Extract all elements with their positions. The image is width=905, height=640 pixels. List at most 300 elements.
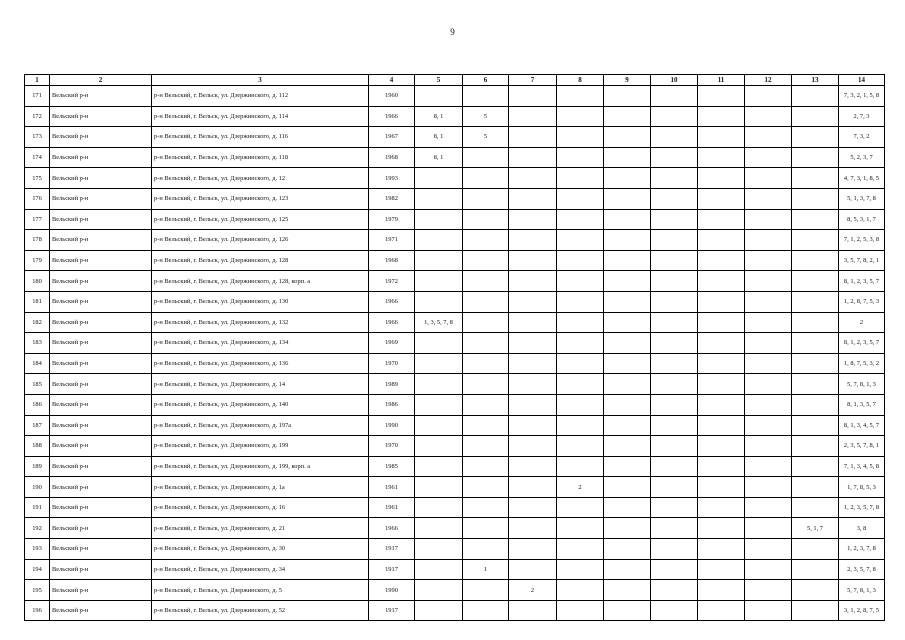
table-cell: 173	[25, 127, 50, 148]
table-cell	[698, 353, 745, 374]
table-cell	[557, 436, 604, 457]
table-cell	[745, 230, 792, 251]
table-cell	[792, 559, 839, 580]
table-cell	[792, 600, 839, 621]
table-cell	[415, 86, 463, 107]
table-cell: 2, 3, 5, 7, 8, 1	[839, 436, 885, 457]
table-cell: Вельский р-н	[50, 353, 152, 374]
table-cell: р-н Вельский, г. Вельск, ул. Дзержинского, д. 118	[152, 147, 369, 168]
table-cell	[509, 456, 557, 477]
table-cell	[509, 168, 557, 189]
table-cell	[745, 559, 792, 580]
table-cell	[745, 333, 792, 354]
table-cell: р-н Вельский, г. Вельск, ул. Дзержинского, д. 5	[152, 580, 369, 601]
table-cell	[651, 353, 698, 374]
table-cell	[792, 168, 839, 189]
header-row	[25, 75, 885, 86]
column-header: 12	[745, 75, 792, 86]
table-cell	[698, 456, 745, 477]
table-cell	[651, 497, 698, 518]
table-cell: р-н Вельский, г. Вельск, ул. Дзержинского, д. 199, корп. а	[152, 456, 369, 477]
table-cell: 192	[25, 518, 50, 539]
table-cell: 5, 7, 8, 1, 3	[839, 580, 885, 601]
column-header: 9	[604, 75, 651, 86]
table-cell	[415, 580, 463, 601]
table-row	[25, 106, 885, 127]
table-cell	[557, 250, 604, 271]
table-cell	[651, 539, 698, 560]
column-header: 1	[25, 75, 50, 86]
table-cell	[745, 106, 792, 127]
table-row	[25, 312, 885, 333]
table-cell	[509, 312, 557, 333]
table-cell: 1917	[369, 559, 415, 580]
table-row	[25, 127, 885, 148]
table-cell: Вельский р-н	[50, 291, 152, 312]
table-cell: 8, 5, 3, 1, 7	[839, 209, 885, 230]
table-cell	[604, 230, 651, 251]
table-cell	[557, 559, 604, 580]
table-cell	[698, 291, 745, 312]
table-row	[25, 250, 885, 271]
table-cell: 190	[25, 477, 50, 498]
table-cell: р-н Вельский, г. Вельск, ул. Дзержинского, д. 1а	[152, 477, 369, 498]
table-cell	[698, 497, 745, 518]
table-cell: 1986	[369, 394, 415, 415]
table-cell: 5, 7, 8, 1, 3	[839, 374, 885, 395]
table-cell: Вельский р-н	[50, 374, 152, 395]
table-cell	[745, 188, 792, 209]
table-cell	[557, 456, 604, 477]
table-cell	[745, 497, 792, 518]
table-cell	[509, 271, 557, 292]
table-cell: 2	[557, 477, 604, 498]
table-cell: 189	[25, 456, 50, 477]
table-cell	[745, 477, 792, 498]
table-cell	[463, 415, 509, 436]
table-cell	[509, 291, 557, 312]
table-cell: Вельский р-н	[50, 456, 152, 477]
table-cell	[509, 394, 557, 415]
table-cell	[698, 168, 745, 189]
table-cell	[745, 374, 792, 395]
table-cell	[415, 497, 463, 518]
table-cell	[463, 291, 509, 312]
column-header: 6	[463, 75, 509, 86]
table-cell	[557, 209, 604, 230]
table-cell: 1917	[369, 600, 415, 621]
table-cell	[509, 477, 557, 498]
table-cell: р-н Вельский, г. Вельск, ул. Дзержинского, д. 34	[152, 559, 369, 580]
table-row	[25, 291, 885, 312]
table-cell: р-н Вельский, г. Вельск, ул. Дзержинского, д. 134	[152, 333, 369, 354]
table-cell	[557, 600, 604, 621]
table-cell	[463, 580, 509, 601]
table-cell: 195	[25, 580, 50, 601]
table-cell: 7, 3, 2, 1, 5, 8	[839, 86, 885, 107]
column-header: 4	[369, 75, 415, 86]
table-cell: Вельский р-н	[50, 127, 152, 148]
table-cell	[792, 271, 839, 292]
table-cell	[698, 394, 745, 415]
table-cell: Вельский р-н	[50, 580, 152, 601]
table-cell	[463, 209, 509, 230]
table-cell	[745, 415, 792, 436]
table-cell	[745, 250, 792, 271]
table-cell: р-н Вельский, г. Вельск, ул. Дзержинского, д. 140	[152, 394, 369, 415]
table-cell	[745, 168, 792, 189]
table-cell	[463, 168, 509, 189]
table-cell: 1971	[369, 230, 415, 251]
table-cell: 182	[25, 312, 50, 333]
column-header: 2	[50, 75, 152, 86]
table-cell	[792, 436, 839, 457]
table-cell: 188	[25, 436, 50, 457]
table-cell	[651, 106, 698, 127]
table-cell: 1966	[369, 518, 415, 539]
table-cell: 5	[463, 106, 509, 127]
table-cell: р-н Вельский, г. Вельск, ул. Дзержинского, д. 116	[152, 127, 369, 148]
table-cell: 8, 1	[415, 147, 463, 168]
table-cell: 1961	[369, 497, 415, 518]
table-cell	[792, 86, 839, 107]
table-cell: Вельский р-н	[50, 436, 152, 457]
table-cell	[509, 436, 557, 457]
table-cell	[557, 415, 604, 436]
table-cell: 180	[25, 271, 50, 292]
table-cell	[698, 333, 745, 354]
table-cell	[698, 415, 745, 436]
table-cell	[415, 539, 463, 560]
table-cell: 194	[25, 559, 50, 580]
table-cell: 1979	[369, 209, 415, 230]
table-cell	[792, 539, 839, 560]
table-cell: 178	[25, 230, 50, 251]
table-cell: р-н Вельский, г. Вельск, ул. Дзержинского, д. 14	[152, 374, 369, 395]
table-cell: 8, 1, 3, 5, 7	[839, 394, 885, 415]
table-cell	[509, 147, 557, 168]
table-cell: 196	[25, 600, 50, 621]
table-cell	[415, 188, 463, 209]
table-cell: 3, 5, 7, 8, 2, 1	[839, 250, 885, 271]
table-cell: 3, 1, 2, 8, 7, 5	[839, 600, 885, 621]
table-cell: р-н Вельский, г. Вельск, ул. Дзержинского, д. 114	[152, 106, 369, 127]
table-cell	[792, 374, 839, 395]
table-cell	[463, 188, 509, 209]
table-cell: 1, 3, 5, 7, 8	[415, 312, 463, 333]
table-cell: р-н Вельский, г. Вельск, ул. Дзержинского, д. 12	[152, 168, 369, 189]
table-cell	[463, 374, 509, 395]
table-cell	[604, 127, 651, 148]
table-cell: 1985	[369, 456, 415, 477]
table-cell	[792, 353, 839, 374]
table-cell	[509, 559, 557, 580]
table-cell	[698, 477, 745, 498]
table-cell	[651, 559, 698, 580]
table-cell: р-н Вельский, г. Вельск, ул. Дзержинского, д. 52	[152, 600, 369, 621]
table-cell: Вельский р-н	[50, 518, 152, 539]
table-cell	[745, 271, 792, 292]
table-cell: р-н Вельский, г. Вельск, ул. Дзержинского, д. 136	[152, 353, 369, 374]
table-cell	[745, 312, 792, 333]
table-cell: 1, 2, 3, 5, 7, 8	[839, 497, 885, 518]
table-cell: 5, 2, 3, 7	[839, 147, 885, 168]
table-cell: Вельский р-н	[50, 86, 152, 107]
table-cell: 1990	[369, 580, 415, 601]
table-cell	[792, 230, 839, 251]
table-cell	[604, 477, 651, 498]
table-cell	[509, 127, 557, 148]
table-cell	[604, 312, 651, 333]
table-cell	[604, 497, 651, 518]
table-cell	[745, 436, 792, 457]
table-row	[25, 539, 885, 560]
table-cell	[509, 106, 557, 127]
table-cell	[557, 312, 604, 333]
table-cell	[415, 600, 463, 621]
table-cell	[698, 127, 745, 148]
table-cell: Вельский р-н	[50, 188, 152, 209]
table-cell	[415, 518, 463, 539]
table-cell	[698, 188, 745, 209]
table-cell: р-н Вельский, г. Вельск, ул. Дзержинского, д. 128, корп. а	[152, 271, 369, 292]
table-cell: 179	[25, 250, 50, 271]
table-cell: 177	[25, 209, 50, 230]
table-cell	[604, 106, 651, 127]
table-cell	[651, 188, 698, 209]
table-cell	[651, 127, 698, 148]
table-row	[25, 600, 885, 621]
column-header: 11	[698, 75, 745, 86]
table-cell: 1990	[369, 415, 415, 436]
table-cell	[745, 353, 792, 374]
table-cell	[557, 291, 604, 312]
table-cell	[463, 250, 509, 271]
table-cell: 1917	[369, 539, 415, 560]
table-cell	[604, 86, 651, 107]
table-cell: Вельский р-н	[50, 600, 152, 621]
table-cell	[745, 127, 792, 148]
table-cell: Вельский р-н	[50, 497, 152, 518]
table-cell	[557, 86, 604, 107]
table-cell: 2, 3, 5, 7, 8	[839, 559, 885, 580]
table-cell	[792, 127, 839, 148]
table-cell: 1960	[369, 86, 415, 107]
table-cell	[604, 188, 651, 209]
table-cell	[604, 250, 651, 271]
table-cell: Вельский р-н	[50, 147, 152, 168]
table-cell	[463, 477, 509, 498]
table-cell	[792, 147, 839, 168]
table-cell	[557, 333, 604, 354]
table-cell	[463, 394, 509, 415]
table-cell	[509, 353, 557, 374]
table-cell: 1993	[369, 168, 415, 189]
table-cell	[509, 230, 557, 251]
table-cell	[509, 539, 557, 560]
table-cell	[509, 374, 557, 395]
table-cell	[557, 518, 604, 539]
table-cell: 1982	[369, 188, 415, 209]
table-cell	[604, 559, 651, 580]
table-cell	[792, 209, 839, 230]
table-cell: 8, 1, 2, 3, 5, 7	[839, 333, 885, 354]
table-cell	[604, 580, 651, 601]
table-cell	[604, 291, 651, 312]
table-cell	[604, 436, 651, 457]
table-cell	[463, 271, 509, 292]
table-cell: 7, 1, 2, 5, 3, 8	[839, 230, 885, 251]
data-table	[24, 74, 885, 621]
table-cell	[651, 250, 698, 271]
table-row	[25, 333, 885, 354]
table-cell	[698, 518, 745, 539]
table-cell	[651, 312, 698, 333]
table-cell	[463, 86, 509, 107]
table-cell	[698, 312, 745, 333]
table-cell	[651, 436, 698, 457]
table-cell	[745, 456, 792, 477]
table-cell	[509, 209, 557, 230]
table-cell	[463, 147, 509, 168]
table-cell	[557, 230, 604, 251]
table-cell: 185	[25, 374, 50, 395]
table-cell	[792, 333, 839, 354]
table-cell	[463, 353, 509, 374]
table-cell: Вельский р-н	[50, 539, 152, 560]
table-cell: 183	[25, 333, 50, 354]
table-cell	[651, 168, 698, 189]
table-row	[25, 86, 885, 107]
table-cell	[415, 394, 463, 415]
table-cell	[651, 394, 698, 415]
table-cell	[557, 188, 604, 209]
table-cell	[651, 230, 698, 251]
table-cell: 1966	[369, 291, 415, 312]
table-cell: 1968	[369, 250, 415, 271]
table-cell	[745, 209, 792, 230]
table-cell	[604, 539, 651, 560]
table-cell	[557, 374, 604, 395]
table-cell: 7, 3, 2	[839, 127, 885, 148]
table-cell: Вельский р-н	[50, 333, 152, 354]
column-header: 13	[792, 75, 839, 86]
table-cell: 5, 1, 7	[792, 518, 839, 539]
table-row	[25, 559, 885, 580]
table-cell	[651, 580, 698, 601]
table-cell: р-н Вельский, г. Вельск, ул. Дзержинского, д. 16	[152, 497, 369, 518]
table-cell	[557, 497, 604, 518]
table-cell: 5	[463, 127, 509, 148]
table-cell	[698, 209, 745, 230]
table-row	[25, 147, 885, 168]
table-cell	[792, 394, 839, 415]
table-cell	[557, 539, 604, 560]
table-cell	[415, 333, 463, 354]
table-cell: 186	[25, 394, 50, 415]
table-row	[25, 168, 885, 189]
table-row	[25, 580, 885, 601]
table-cell	[509, 250, 557, 271]
table-cell: Вельский р-н	[50, 271, 152, 292]
table-cell: р-н Вельский, г. Вельск, ул. Дзержинского, д. 30	[152, 539, 369, 560]
table-cell	[509, 188, 557, 209]
table-cell: 193	[25, 539, 50, 560]
table-cell: 4, 7, 3, 1, 8, 5	[839, 168, 885, 189]
table-cell: Вельский р-н	[50, 477, 152, 498]
table-cell	[792, 250, 839, 271]
table-cell: р-н Вельский, г. Вельск, ул. Дзержинского, д. 197а	[152, 415, 369, 436]
table-cell	[651, 291, 698, 312]
table-cell	[604, 333, 651, 354]
table-cell	[463, 456, 509, 477]
table-cell	[651, 209, 698, 230]
table-cell: 181	[25, 291, 50, 312]
table-cell	[463, 230, 509, 251]
column-header: 7	[509, 75, 557, 86]
table-cell	[651, 147, 698, 168]
table-cell: 1, 8, 7, 5, 3, 2	[839, 353, 885, 374]
table-cell	[415, 436, 463, 457]
table-cell	[698, 86, 745, 107]
column-header: 14	[839, 75, 885, 86]
table-cell	[792, 477, 839, 498]
table-cell	[698, 250, 745, 271]
table-cell	[415, 271, 463, 292]
table-cell	[651, 518, 698, 539]
table-row	[25, 415, 885, 436]
table-cell: р-н Вельский, г. Вельск, ул. Дзержинского, д. 132	[152, 312, 369, 333]
table-cell	[604, 518, 651, 539]
table-cell	[651, 271, 698, 292]
table-cell: 191	[25, 497, 50, 518]
table-cell: 8, 1	[415, 127, 463, 148]
table-cell	[509, 497, 557, 518]
table-cell	[415, 374, 463, 395]
table-cell: р-н Вельский, г. Вельск, ул. Дзержинского, д. 126	[152, 230, 369, 251]
table-cell: 1970	[369, 436, 415, 457]
table-cell: 7, 1, 3, 4, 5, 8	[839, 456, 885, 477]
table-cell: 1972	[369, 271, 415, 292]
table-cell	[463, 312, 509, 333]
table-cell	[604, 209, 651, 230]
table-cell: р-н Вельский, г. Вельск, ул. Дзержинского, д. 128	[152, 250, 369, 271]
table-cell: Вельский р-н	[50, 394, 152, 415]
table-cell: 3, 8	[839, 518, 885, 539]
table-cell	[698, 271, 745, 292]
table-cell	[463, 333, 509, 354]
table-cell	[651, 415, 698, 436]
table-cell	[463, 497, 509, 518]
table-cell	[792, 456, 839, 477]
table-cell	[604, 271, 651, 292]
table-cell	[792, 106, 839, 127]
column-header: 5	[415, 75, 463, 86]
table-cell: 176	[25, 188, 50, 209]
table-cell	[604, 374, 651, 395]
table-cell	[604, 415, 651, 436]
table-cell: 1989	[369, 374, 415, 395]
table-cell: 1970	[369, 353, 415, 374]
table-cell	[509, 600, 557, 621]
table-cell	[698, 559, 745, 580]
table-cell	[698, 436, 745, 457]
table-cell	[415, 168, 463, 189]
table-cell	[792, 188, 839, 209]
table-cell	[463, 539, 509, 560]
table-cell: 187	[25, 415, 50, 436]
table-cell	[557, 168, 604, 189]
